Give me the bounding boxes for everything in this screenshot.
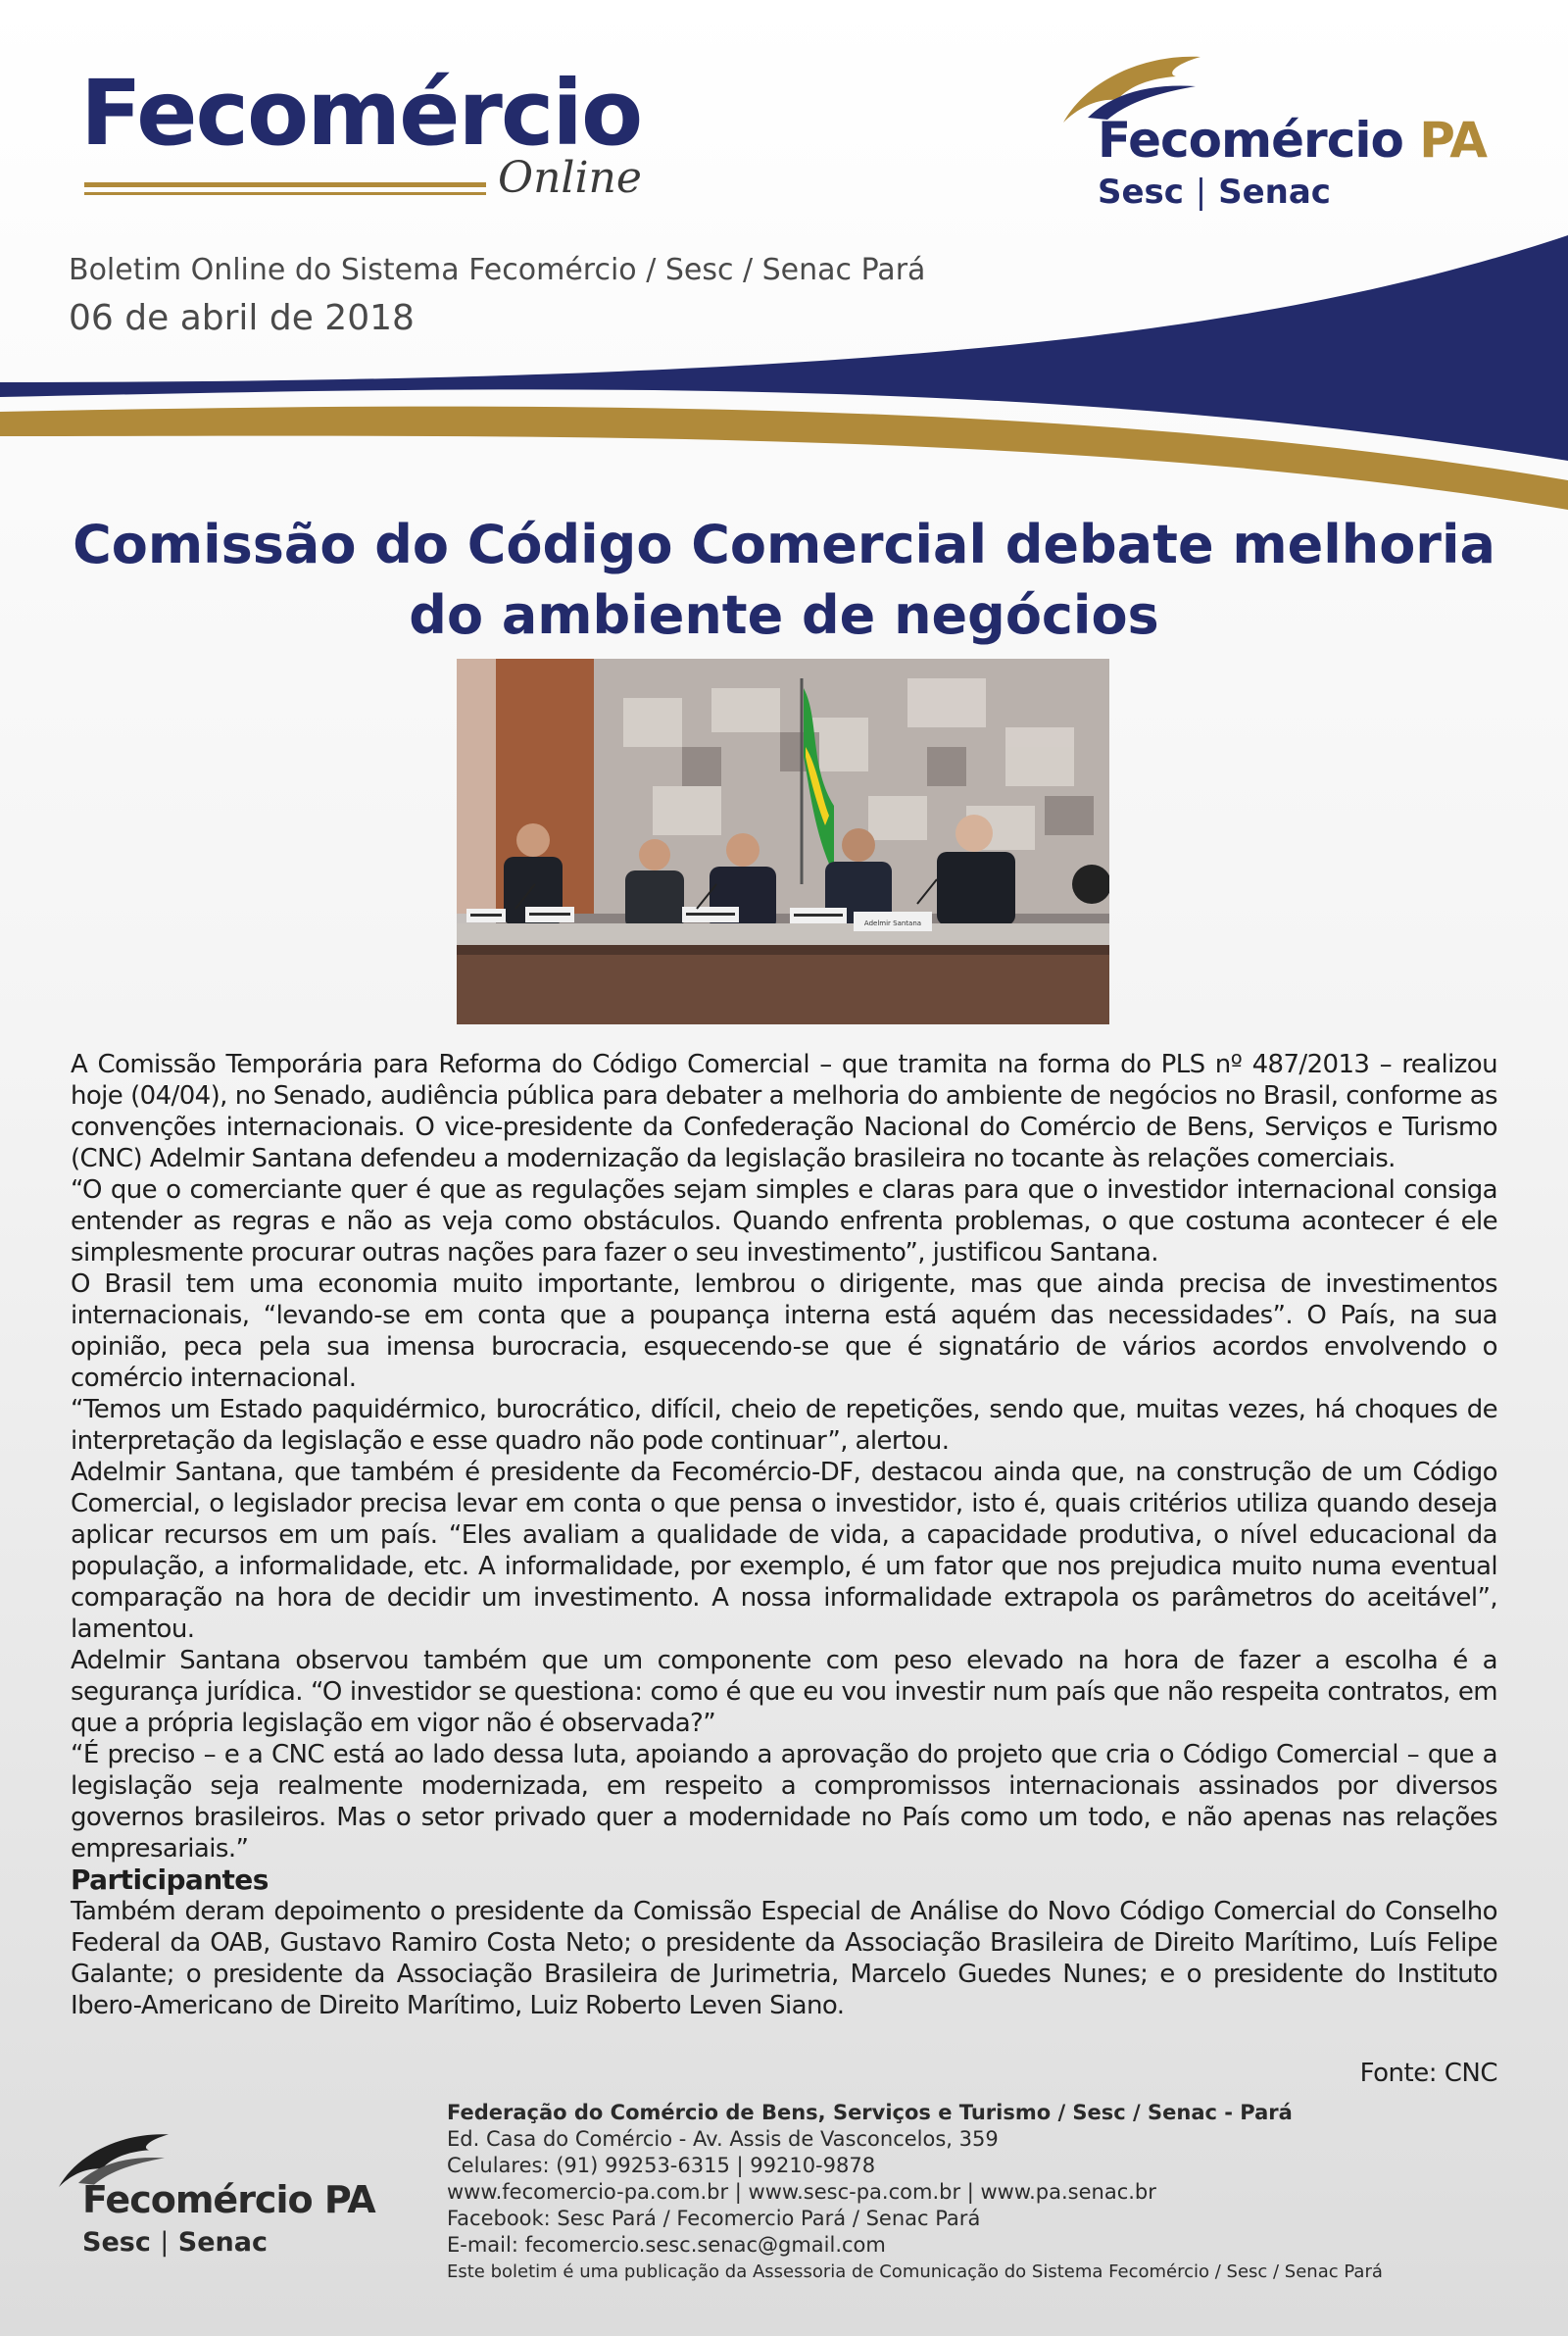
article-paragraph-4: “Temos um Estado paquidérmico, burocrático, difícil, cheio de repetições, sendo que, muitas vezes, há choques de interpretação da legislação e esse quadro não pode continuar”, alertou. [71, 1395, 1497, 1456]
article-paragraph-2: “O que o comerciante quer é que as regulações sejam simples e claras para que o investidor internacional consiga entender as regras e não as veja como obstáculos. Quando enfrenta problemas, o que costuma acontecer é ele simplesmente procurar outras nações para fazer o seu investimento”, justificou Santana. [71, 1175, 1497, 1267]
fecomercio-pa-logo [1058, 49, 1509, 216]
footer-org: Federação do Comércio de Bens, Serviços e Turismo / Sesc / Senac - Pará [447, 2101, 1293, 2124]
article-body [71, 1049, 1497, 2021]
article-paragraph-6: Adelmir Santana observou também que um componente com peso elevado na hora de fazer a escolha é a segurança jurídica. “O investidor se questiona: como é que eu vou investir num país que não respeita contratos, em que a própria legislação em vigor não é observada?” [71, 1646, 1497, 1738]
article-paragraph-7: “É preciso – e a CNC está ao lado dessa luta, apoiando a aprovação do projeto que cria o Código Comercial – que a legislação seja realmente modernizada, em respeito a compromissos internacionais assinados por diversos governos brasileiros. Mas o setor privado quer a modernidade no País como um todo, e não apenas nas relações empresariais.” [71, 1740, 1497, 1864]
logo-sesc: Sesc [1098, 173, 1184, 212]
article-paragraph-1: A Comissão Temporária para Reforma do Código Comercial – que tramita na forma do PLS nº 487/2013 – realizou hoje (04/04), no Senado, audiência pública para debater a melhoria do ambiente de negócios no Brasil, conforme as convenções internacionais. O vice-presidente da Confederação Nacional do Comércio de Bens, Serviços e Turismo (CNC) Adelmir Santana defendeu a modernização da legislação brasileira no tocante às relações comerciais. [71, 1050, 1497, 1173]
masthead-title: Fecomércio [80, 61, 642, 166]
headline-line-1: Comissão do Código Comercial debate melhoria [73, 514, 1495, 575]
footer-logo-separator: | [160, 2227, 170, 2258]
section-heading-participantes: Participantes [71, 1864, 269, 1896]
article-paragraph-5: Adelmir Santana, que também é presidente da Fecomércio-DF, destacou ainda que, na construção de um Código Comercial, o legislador precisa levar em conta o que pensa o investidor, isto é, quais critérios utiliza quando deseja aplicar recursos em um país. “Eles avaliam a qualidade de vida, a capacidade produtiva, o nível educacional da população, a informalidade, etc. A informalidade, por exemplo, é um fator que nos prejudica muito numa eventual comparação na hora de decidir um investimento. A nossa informalidade extrapola os parâmetros do aceitável”, lamentou. [71, 1458, 1497, 1644]
footer-facebook: Facebook: Sesc Pará / Fecomercio Pará / Senac Pará [447, 2207, 981, 2230]
photo-placard-text: Adelmir Santana [863, 919, 922, 927]
logo-pa: PA [1419, 112, 1488, 169]
footer-address: Ed. Casa do Comércio - Av. Assis de Vasconcelos, 359 [447, 2127, 999, 2151]
footer-logo-senac: Senac [177, 2227, 268, 2258]
bulletin-subtitle: Boletim Online do Sistema Fecomércio / Sesc / Senac Pará [69, 253, 926, 287]
footer-sites[interactable]: www.fecomercio-pa.com.br | www.sesc-pa.com.br | www.pa.senac.br [447, 2180, 1156, 2204]
masthead-divider [84, 182, 486, 187]
footer-logo-word: Fecomércio [82, 2178, 313, 2221]
logo-senac: Senac [1218, 173, 1331, 212]
logo-separator: | [1195, 173, 1207, 212]
masthead-divider-thin [84, 192, 486, 195]
footer-phones: Celulares: (91) 99253-6315 | 99210-9878 [447, 2154, 876, 2177]
masthead-online: Online [498, 153, 642, 203]
article-source: Fonte: CNC [1359, 2059, 1497, 2088]
headline-line-2: do ambiente de negócios [409, 584, 1159, 646]
hearing-photo [457, 659, 1109, 1024]
fecomercio-pa-footer-logo [55, 2125, 408, 2272]
participants-paragraph: Também deram depoimento o presidente da Comissão Especial de Análise do Novo Código Comercial do Conselho Federal da OAB, Gustavo Ramiro Costa Neto; o presidente da Associação Brasileira de Direito Marítimo, Luís Felipe Galante; o presidente da Associação Brasileira de Jurimetria, Marcelo Guedes Nunes; e o presidente do Instituto Ibero-Americano de Direito Marítimo, Luiz Roberto Leven Siano. [71, 1897, 1497, 2020]
article-paragraph-3: O Brasil tem uma economia muito importante, lembrou o dirigente, mas que ainda precisa de investimentos internacionais, “levando-se em conta que a poupança interna está aquém das necessidades”. O País, na sua opinião, peca pela sua imensa burocracia, esquecendo-se que é signatário de vários acordos envolvendo o comércio internacional. [71, 1269, 1497, 1393]
logo-word: Fecomércio [1098, 112, 1403, 169]
bulletin-date: 06 de abril de 2018 [69, 298, 415, 338]
footer-logo-sesc: Sesc [82, 2227, 151, 2258]
footer-contact [447, 2100, 1525, 2285]
footer-email[interactable]: E-mail: fecomercio.sesc.senac@gmail.com [447, 2233, 886, 2257]
article-headline [59, 510, 1509, 651]
footer-note: Este boletim é uma publicação da Assessoria de Comunicação do Sistema Fecomércio / Sesc / Senac Pará [447, 2261, 1383, 2282]
footer-logo-pa: PA [323, 2178, 375, 2221]
